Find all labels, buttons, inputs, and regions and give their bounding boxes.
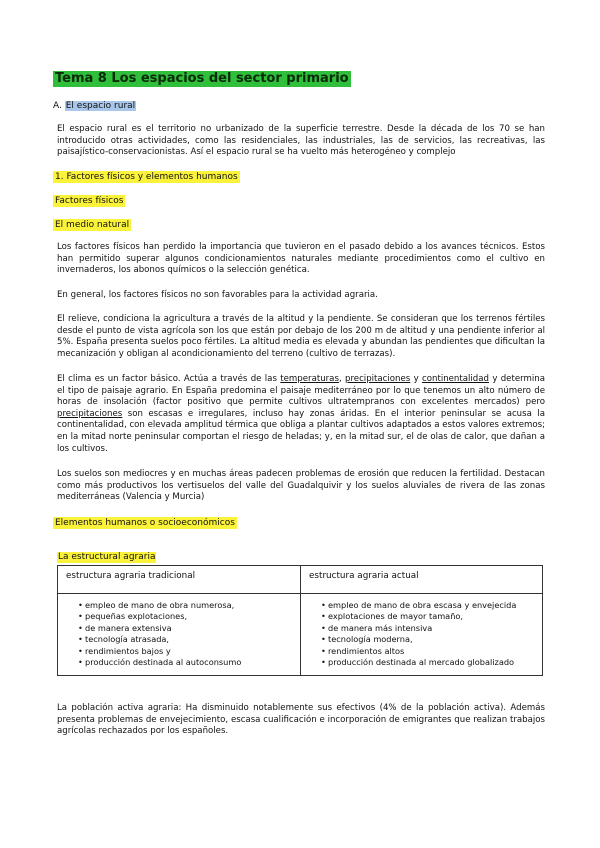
list-item: • pequeñas explotaciones, xyxy=(85,611,296,622)
clima-precipitaciones-2: precipitaciones xyxy=(57,408,123,419)
clima-text-1: El clima es un factor básico. Actúa a través de las xyxy=(57,374,281,384)
list-item: • tecnología atrasada, xyxy=(85,634,296,645)
paragraph-relieve: El relieve, condiciona la agricultura a través de la altitud y la pendiente. Se consideran que los terrenos fértiles desde el punto de vista agrícola son los que están por debajo de los 200 m de altitud y una pendiente inferior al 5%. España presenta suelos poco fértiles. La altitud media es elevada y abundan las pendientes que dificultan la mecanización y obligan al acondicionamiento del terreno (cultivo de terrazas). xyxy=(57,314,545,359)
list-item: • explotaciones de mayor tamaño, xyxy=(328,611,538,622)
paragraph-poblacion: La población activa agraria: Ha disminuido notablemente sus efectivos (4% de la población activa). Además presenta problemas de envejecimiento, escasa cualificación e incorporación de emigrantes que realizan trabajos agrícolas rechazados por los españoles. xyxy=(57,703,545,737)
clima-text-3: y xyxy=(410,374,423,384)
paragraph-factores: Los factores físicos han perdido la importancia que tuvieron en el pasado debido a los avances técnicos. Estos han permitido superar algunos condicionamientos naturales mediante procedimientos como el cultivo en invernaderos, los abonos químicos o la selección genética. xyxy=(57,242,545,276)
current-cell xyxy=(301,594,543,676)
list-item: • de manera más intensiva xyxy=(328,623,538,634)
clima-continentalidad: continentalidad xyxy=(422,374,489,384)
list-item: • de manera extensiva xyxy=(85,623,296,634)
table-header-current: estructura agraria actual xyxy=(301,566,543,594)
heading-1: 1. Factores físicos y elementos humanos xyxy=(55,172,238,182)
section-a-heading xyxy=(53,100,136,112)
clima-text-4: y determina el tipo de paisaje agrario. En España predomina el paisaje mediterráneo por lo que tenemos un alto número de horas de insolación (factor positivo que permite cultivos ultratempranos con excelentes mercados) pero xyxy=(57,374,545,408)
structure-table-wrapper xyxy=(57,565,543,676)
structure-table xyxy=(57,565,543,676)
section-a-label: El espacio rural xyxy=(65,101,136,111)
table-body-row xyxy=(58,594,543,676)
heading-medio-natural: El medio natural xyxy=(55,220,130,230)
list-item: • empleo de mano de obra escasa y envejecida xyxy=(328,600,538,611)
heading-elementos-humanos: Elementos humanos o socioeconómicos xyxy=(55,518,235,528)
clima-temperaturas: temperaturas xyxy=(280,374,339,384)
paragraph-clima xyxy=(57,374,545,455)
paragraph-general: En general, los factores físicos no son favorables para la actividad agraria. xyxy=(57,290,378,300)
intro-paragraph: El espacio rural es el territorio no urbanizado de la superficie terrestre. Desde la década de los 70 se han introducido otras actividades, como las residenciales, las industriales, las de servicios, las recreativas, las paisajístico-conservacionistas. Así el espacio rural se ha vuelto más heterogéneo y complejo xyxy=(57,124,545,158)
page-title: Tema 8 Los espacios del sector primario xyxy=(55,71,349,86)
section-a-prefix: A. xyxy=(53,101,65,111)
clima-text-2: , xyxy=(338,374,345,384)
heading-factores-fisicos: Factores físicos xyxy=(55,196,124,206)
traditional-cell xyxy=(58,594,301,676)
traditional-list xyxy=(85,600,296,668)
list-item: • rendimientos altos xyxy=(328,646,538,657)
list-item: • tecnología moderna, xyxy=(328,634,538,645)
list-item: • producción destinada al autoconsumo xyxy=(85,657,296,668)
list-item: • rendimientos bajos y xyxy=(85,646,296,657)
table-header-row xyxy=(58,566,543,594)
current-list xyxy=(328,600,538,668)
clima-text-5: son escasas e irregulares, incluso hay zonas áridas. En el interior peninsular se acusa la continentalidad, con elevada amplitud térmica que obliga a plantar cultivos adaptados a estos valores extremos; en la mitad norte peninsular comportan el riesgo de heladas; y, en la mitad sur, el de olas de calor, que dañan a los cultivos. xyxy=(57,408,545,454)
list-item: • producción destinada al mercado globalizado xyxy=(328,657,538,668)
table-caption: La estructural agraria xyxy=(58,552,156,562)
list-item: • empleo de mano de obra numerosa, xyxy=(85,600,296,611)
table-header-traditional: estructura agraria tradicional xyxy=(58,566,301,594)
paragraph-suelos: Los suelos son mediocres y en muchas áreas padecen problemas de erosión que reducen la fertilidad. Destacan como más productivos los vertisuelos del valle del Guadalquivir y los suelos aluviales de rivera de las zonas mediterráneas (Valencia y Murcia) xyxy=(57,469,545,503)
clima-precipitaciones: precipitaciones xyxy=(345,374,411,384)
